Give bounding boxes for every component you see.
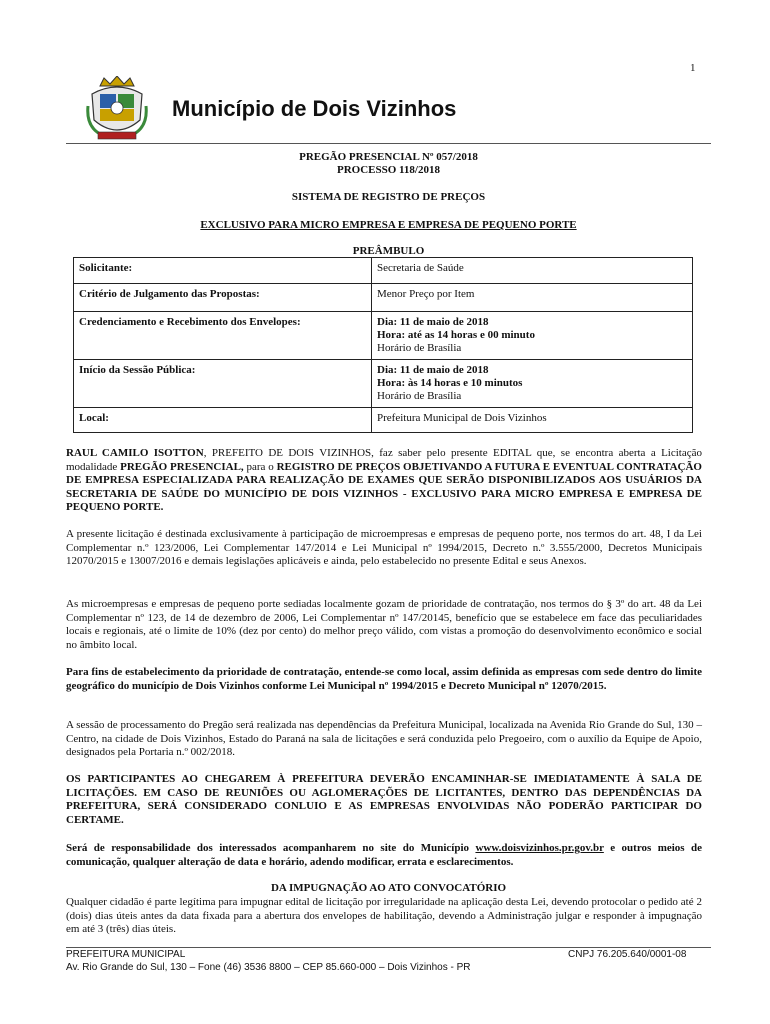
impugnacao-heading: DA IMPUGNAÇÃO AO ATO CONVOCATÓRIO bbox=[270, 882, 507, 894]
row-value-line: Horário de Brasília bbox=[377, 390, 462, 402]
paragraph-responsibility bbox=[66, 842, 702, 869]
table-row bbox=[74, 408, 693, 433]
municipality-website-link[interactable]: www.doisvizinhos.pr.gov.br bbox=[475, 842, 604, 854]
table-row bbox=[74, 360, 693, 408]
exclusivo-heading: EXCLUSIVO PARA MICRO EMPRESA E EMPRESA DE PEQUENO PORTE bbox=[200, 219, 577, 231]
pregao-number: PREGÃO PRESENCIAL Nº 057/2018 bbox=[299, 151, 478, 163]
paragraph-local-priority: As microempresas e empresas de pequeno porte sediadas localmente gozam de prioridade de contratação, nos termos do § 3º do art. 48 da Lei Complementar nº 123, de 14 de dezembro de 2006, Lei Complementar nº 147/20145, benefício que se estabelece em face das peculiaridades locais e regionais, até o limite de 10% (dez por cento) do melhor preço válido, com vistas a promoção do desenvolvimento econômico e social no âmbito local. bbox=[66, 598, 702, 651]
table-row bbox=[74, 312, 693, 360]
row-label: Local: bbox=[74, 408, 372, 433]
row-value-line: Prefeitura Municipal de Dois Vizinhos bbox=[377, 412, 547, 424]
table-row bbox=[74, 258, 693, 284]
row-value-line: Menor Preço por Item bbox=[377, 288, 475, 300]
table-row bbox=[74, 284, 693, 312]
paragraph-impugnacao: Qualquer cidadão é parte legítima para impugnar edital de licitação por irregularidade na aplicação desta Lei, devendo protocolar o pedido até 2 (dois) dias úteis antes da data fixada para a abertura dos envelopes de habilitação, devendo a Administração julgar e responder à impugnação em até 3 (três) dias úteis. bbox=[66, 896, 702, 936]
row-value-line: Secretaria de Saúde bbox=[377, 262, 464, 274]
preambulo-heading: PREÂMBULO bbox=[352, 245, 425, 257]
preambulo-table bbox=[73, 257, 693, 433]
row-value bbox=[372, 258, 693, 284]
row-value bbox=[372, 284, 693, 312]
page-number: 1 bbox=[690, 62, 696, 74]
mayor-name: RAUL CAMILO ISOTTON bbox=[66, 447, 204, 459]
header-divider bbox=[66, 143, 711, 144]
row-value bbox=[372, 408, 693, 433]
footer-divider bbox=[66, 947, 711, 948]
paragraph-legal-basis: A presente licitação é destinada exclusivamente à participação de microempresas e empresas de pequeno porte, nos termos do art. 48, I da Lei Complementar n.º 123/2006, Lei Complementar 147/2014 e Lei Municipal nº 1994/2015, Decreto n.º 3.555/2000, Decretos Municipais 12070/2015 e 13007/2016 e demais legislações aplicáveis e ainda, pelo estabelecido no presente Edital e seus Anexos. bbox=[66, 528, 702, 568]
objeto: REGISTRO DE PREÇOS OBJETIVANDO A FUTURA E EVENTUAL CONTRATAÇÃO DE EMPRESA ESPECIALIZADA PARA REALIZAÇÃO DE EXAMES QUE SERÃO DISPONIBILIZADOS AOS USUÁRIOS DA SECRETARIA DE SAÚDE DO MUNICÍPIO DE DOIS VIZINHOS - EXCLUSIVO PARA MICRO EMPRESA E EMPRESA DE PEQUENO PORTE. bbox=[66, 460, 702, 514]
paragraph-participants-warning: OS PARTICIPANTES AO CHEGAREM À PREFEITURA DEVERÃO ENCAMINHAR-SE IMEDIATAMENTE À SALA DE LICITAÇÕES. EM CASO DE REUNIÕES OU AGLOMERAÇÕES DE LICITANTES, DENTRO DAS DEPENDÊNCIAS DA PREFEITURA, SERÁ CONSIDERADO CONLUIO E AS EMPRESAS ENVOLVIDAS NÃO PODERÃO PARTICIPAR DO CERTAME. bbox=[66, 773, 702, 826]
processo-number: PROCESSO 118/2018 bbox=[337, 164, 440, 176]
row-value bbox=[372, 312, 693, 360]
row-value-line: Hora: às 14 horas e 10 minutos bbox=[377, 377, 523, 389]
intro-text: , PREFEITO DE DOIS VIZINHOS, faz saber pelo presente EDITAL que, se encontra aberta a Licitação modalidade bbox=[66, 447, 702, 473]
paragraph-session-location: A sessão de processamento do Pregão será realizada nas dependências da Prefeitura Municipal, localizada na Avenida Rio Grande do Sul, 130 – Centro, na cidade de Dois Vizinhos, Estado do Paraná na sala de licitações e será conduzida pelo Pregoeiro, com o auxílio da Equipe de Apoio, designados pela Portaria n.º 002/2018. bbox=[66, 719, 702, 759]
paragraph-local-definition: Para fins de estabelecimento da prioridade de contratação, entende-se como local, assim definida as empresas com sede dentro do limite geográfico do município de Dois Vizinhos conforme Lei Municipal nº 1994/2015 e Decreto Municipal nº 12070/2015. bbox=[66, 666, 702, 692]
edital-intro-paragraph bbox=[66, 447, 702, 515]
row-label: Solicitante: bbox=[74, 258, 372, 284]
municipal-coat-of-arms-icon bbox=[86, 76, 148, 142]
responsibility-text-2: e outros meios de comunicação, qualquer alteração de data e horário, adendo modificar, errata e esclarecimentos. bbox=[66, 842, 702, 868]
row-label: Início da Sessão Pública: bbox=[74, 360, 372, 408]
modalidade: PREGÃO PRESENCIAL, bbox=[120, 460, 244, 473]
row-label: Credenciamento e Recebimento dos Envelopes: bbox=[74, 312, 372, 360]
row-value bbox=[372, 360, 693, 408]
footer-cnpj: CNPJ 76.205.640/0001-08 bbox=[568, 949, 687, 960]
municipality-title: Município de Dois Vizinhos bbox=[172, 96, 457, 121]
row-value-line: Dia: 11 de maio de 2018 bbox=[377, 316, 489, 328]
sistema-registro: SISTEMA DE REGISTRO DE PREÇOS bbox=[291, 191, 486, 203]
row-label: Critério de Julgamento das Propostas: bbox=[74, 284, 372, 312]
footer-prefeitura: PREFEITURA MUNICIPAL bbox=[66, 949, 186, 960]
row-value-line: Horário de Brasília bbox=[377, 342, 462, 354]
row-value-line: Dia: 11 de maio de 2018 bbox=[377, 364, 489, 376]
row-value-line: Hora: até as 14 horas e 00 minuto bbox=[377, 329, 535, 341]
responsibility-text: Será de responsabilidade dos interessados acompanharem no site do Município bbox=[66, 842, 476, 854]
footer-address: Av. Rio Grande do Sul, 130 – Fone (46) 3536 8800 – CEP 85.660-000 – Dois Vizinhos - PR bbox=[66, 962, 471, 973]
intro-text-2: para o bbox=[243, 460, 277, 473]
